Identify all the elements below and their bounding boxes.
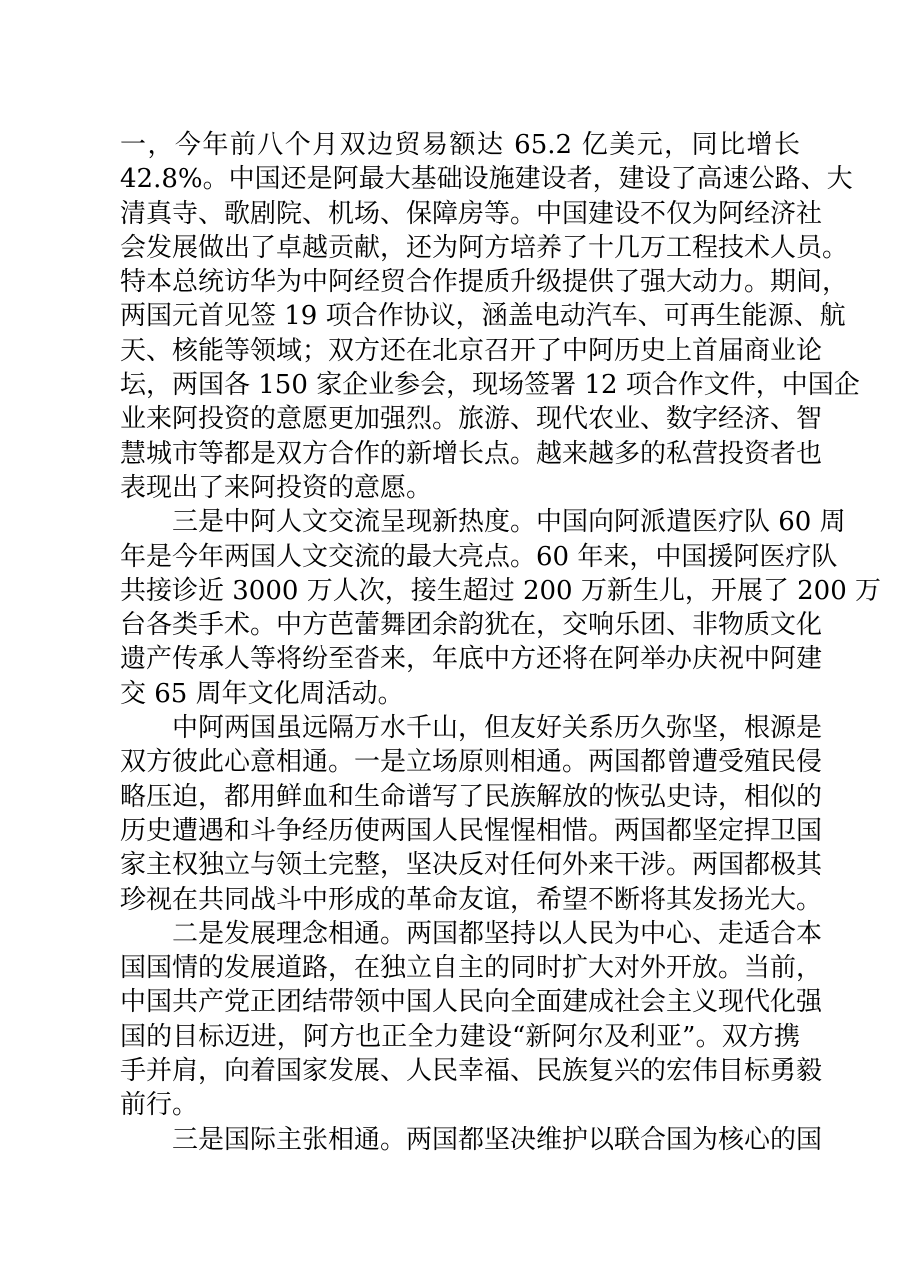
text-line: 前行。 <box>120 1090 199 1121</box>
text-line: 交 65 周年文化周活动。 <box>120 678 404 709</box>
text-line: 慧城市等都是双方合作的新增长点。越来越多的私营投资者也 <box>120 438 823 469</box>
text-line: 一，今年前八个月双边贸易额达 65.2 亿美元，同比增长 <box>120 130 800 160</box>
text-line: 家主权独立与领土完整，坚决反对任何外来干涉。两国都极其 <box>120 850 823 881</box>
document-body <box>120 128 882 1157</box>
text-line: 三是国际主张相通。两国都坚决维护以联合国为核心的国 <box>172 1124 823 1155</box>
text-line: 年是今年两国人文交流的最大亮点。60 年来，中国援阿医疗队 <box>120 541 838 572</box>
text-line: 两国元首见签 19 项合作协议，涵盖电动汽车、可再生能源、航 <box>120 301 846 332</box>
paragraph <box>120 711 823 917</box>
text-line: 表现出了来阿投资的意愿。 <box>120 472 433 503</box>
text-line: 略压迫，都用鲜血和生命谱写了民族解放的恢弘史诗，相似的 <box>120 781 823 812</box>
text-line: 会发展做出了卓越贡献，还为阿方培养了十几万工程技术人员。 <box>120 232 849 263</box>
text-line: 历史遭遇和斗争经历使两国人民惺惺相惜。两国都坚定捍卫国 <box>120 815 823 846</box>
text-line: 42.8%。中国还是阿最大基础设施建设者，建设了高速公路、大 <box>120 164 853 195</box>
paragraph <box>120 1123 823 1157</box>
text-line: 三是中阿人文交流呈现新热度。中国向阿派遣医疗队 60 周 <box>172 507 846 538</box>
paragraph <box>120 917 823 1123</box>
text-line: 国的目标迈进，阿方也正全力建设“新阿尔及利亚”。双方携 <box>120 1021 800 1052</box>
text-line: 坛，两国各 150 家企业参会，现场签署 12 项合作文件，中国企 <box>120 370 860 401</box>
text-line: 天、核能等领域；双方还在北京召开了中阿历史上首届商业论 <box>120 335 823 366</box>
text-line: 台各类手术。中方芭蕾舞团余韵犹在，交响乐团、非物质文化 <box>120 610 823 641</box>
text-line: 中国共产党正团结带领中国人民向全面建成社会主义现代化强 <box>120 987 823 1018</box>
text-line: 特本总统访华为中阿经贸合作提质升级提供了强大动力。期间， <box>120 267 849 298</box>
text-line: 业来阿投资的意愿更加强烈。旅游、现代农业、数字经济、智 <box>120 404 823 435</box>
text-line: 二是发展理念相通。两国都坚持以人民为中心、走适合本 <box>172 918 823 949</box>
text-line: 珍视在共同战斗中形成的革命友谊，希望不断将其发扬光大。 <box>120 884 823 915</box>
text-line: 遗产传承人等将纷至沓来，年底中方还将在阿举办庆祝中阿建 <box>120 644 823 675</box>
text-line: 中阿两国虽远隔万水千山，但友好关系历久弥坚，根源是 <box>172 713 823 744</box>
text-line: 双方彼此心意相通。一是立场原则相通。两国都曾遭受殖民侵 <box>120 747 823 778</box>
paragraph <box>120 128 860 505</box>
text-line: 国国情的发展道路，在独立自主的同时扩大对外开放。当前， <box>120 953 823 984</box>
paragraph <box>120 505 882 711</box>
text-line: 清真寺、歌剧院、机场、保障房等。中国建设不仅为阿经济社 <box>120 198 823 229</box>
text-line: 共接诊近 3000 万人次，接生超过 200 万新生儿，开展了 200 万 <box>120 575 882 606</box>
text-line: 手并肩，向着国家发展、人民幸福、民族复兴的宏伟目标勇毅 <box>120 1056 823 1087</box>
